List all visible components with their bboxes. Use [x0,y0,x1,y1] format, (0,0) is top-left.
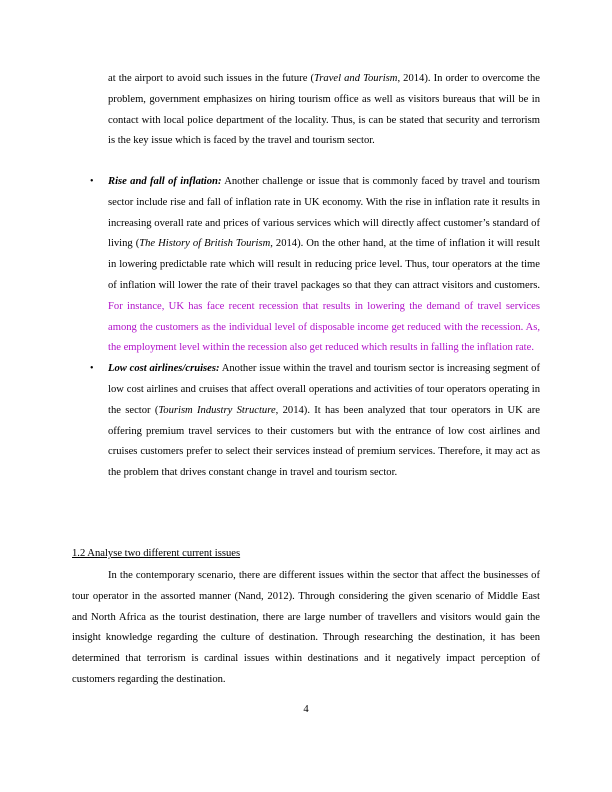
page-number: 4 [303,704,309,715]
bullet-inflation [90,172,540,359]
bullet-low-cost-airlines [90,359,541,484]
continuation-text-2: , 2014). In order to overcome the problem, government emphasizes on hiring tourism office as well as visitors bureaus that will be in contact with local police department of the locality. Thus, is can be stated that security and terrorism is the key issue which is faced by the travel and tourism sector. [108,73,540,147]
bullet-text: , 2014). It has been analyzed that tour operators in UK are offering premium travel services to their customers but with the entrance of low cost airlines and cruises customers prefer to select their services instead of premium services. Therefore, it may act as the problem that drives constant change in travel and tourism sector. [108,404,541,479]
bullet-text: Another challenge or issue that is commonly faced by travel and tourism sector include rise and fall of inflation rate in UK economy. With the rise in inflation rate it results in increasing overall rate and prices of various services which will directly affect customer’s standard of living ( [108,176,540,250]
bullet-text: , 2014). On the other hand, at the time of inflation it will result in lowering predictable rate which will result in reducing price level. Thus, tour operators at the time of inflation will lower the rate of their travel packages so that they can attract visitors and customers. [108,238,540,291]
continuation-text-1: at the airport to avoid such issues in the future ( [108,73,314,84]
citation: The History of British Tourism [139,238,271,250]
citation: Tourism Industry Structure [158,404,276,416]
continuation-paragraph [108,69,540,152]
bullet-dot-icon: • [90,176,94,187]
highlighted-text: For instance, UK has face recent recession that results in lowering the demand of travel services among the customers as the individual level of disposable income get reduced with the recession. As, the employment level within the recession also get reduced which results in falling the inflation rate. [108,300,540,354]
bullet-title-inflation: Rise and fall of inflation: [108,176,222,187]
section-heading: 1.2 Analyse two different current issues [72,548,241,559]
bullet-dot-icon: • [90,363,94,375]
bullet-text: Another issue within the travel and tourism sector is increasing segment of low cost airlines and cruises that affect overall operations and activities of tour operators operating in the sector ( [108,363,541,416]
citation-travel-and-tourism: Travel and Tourism [314,73,398,84]
issue-bullet-list [0,172,612,484]
section-paragraph: In the contemporary scenario, there are different issues within the sector that affect the businesses of tour operator in the assorted manner (Nand, 2012). Through considering the given scenario of Middle East and North Africa as the tourist destination, there are large number of travellers and visitors would gain the insight knowledge regarding the culture of destination. Through researching the destination, it has been determined that terrorism is cardinal issues within destinations and it negatively impact perception of customers regarding the destination. [72,570,540,685]
bullet-title-low-cost: Low cost airlines/cruises: [108,363,220,375]
